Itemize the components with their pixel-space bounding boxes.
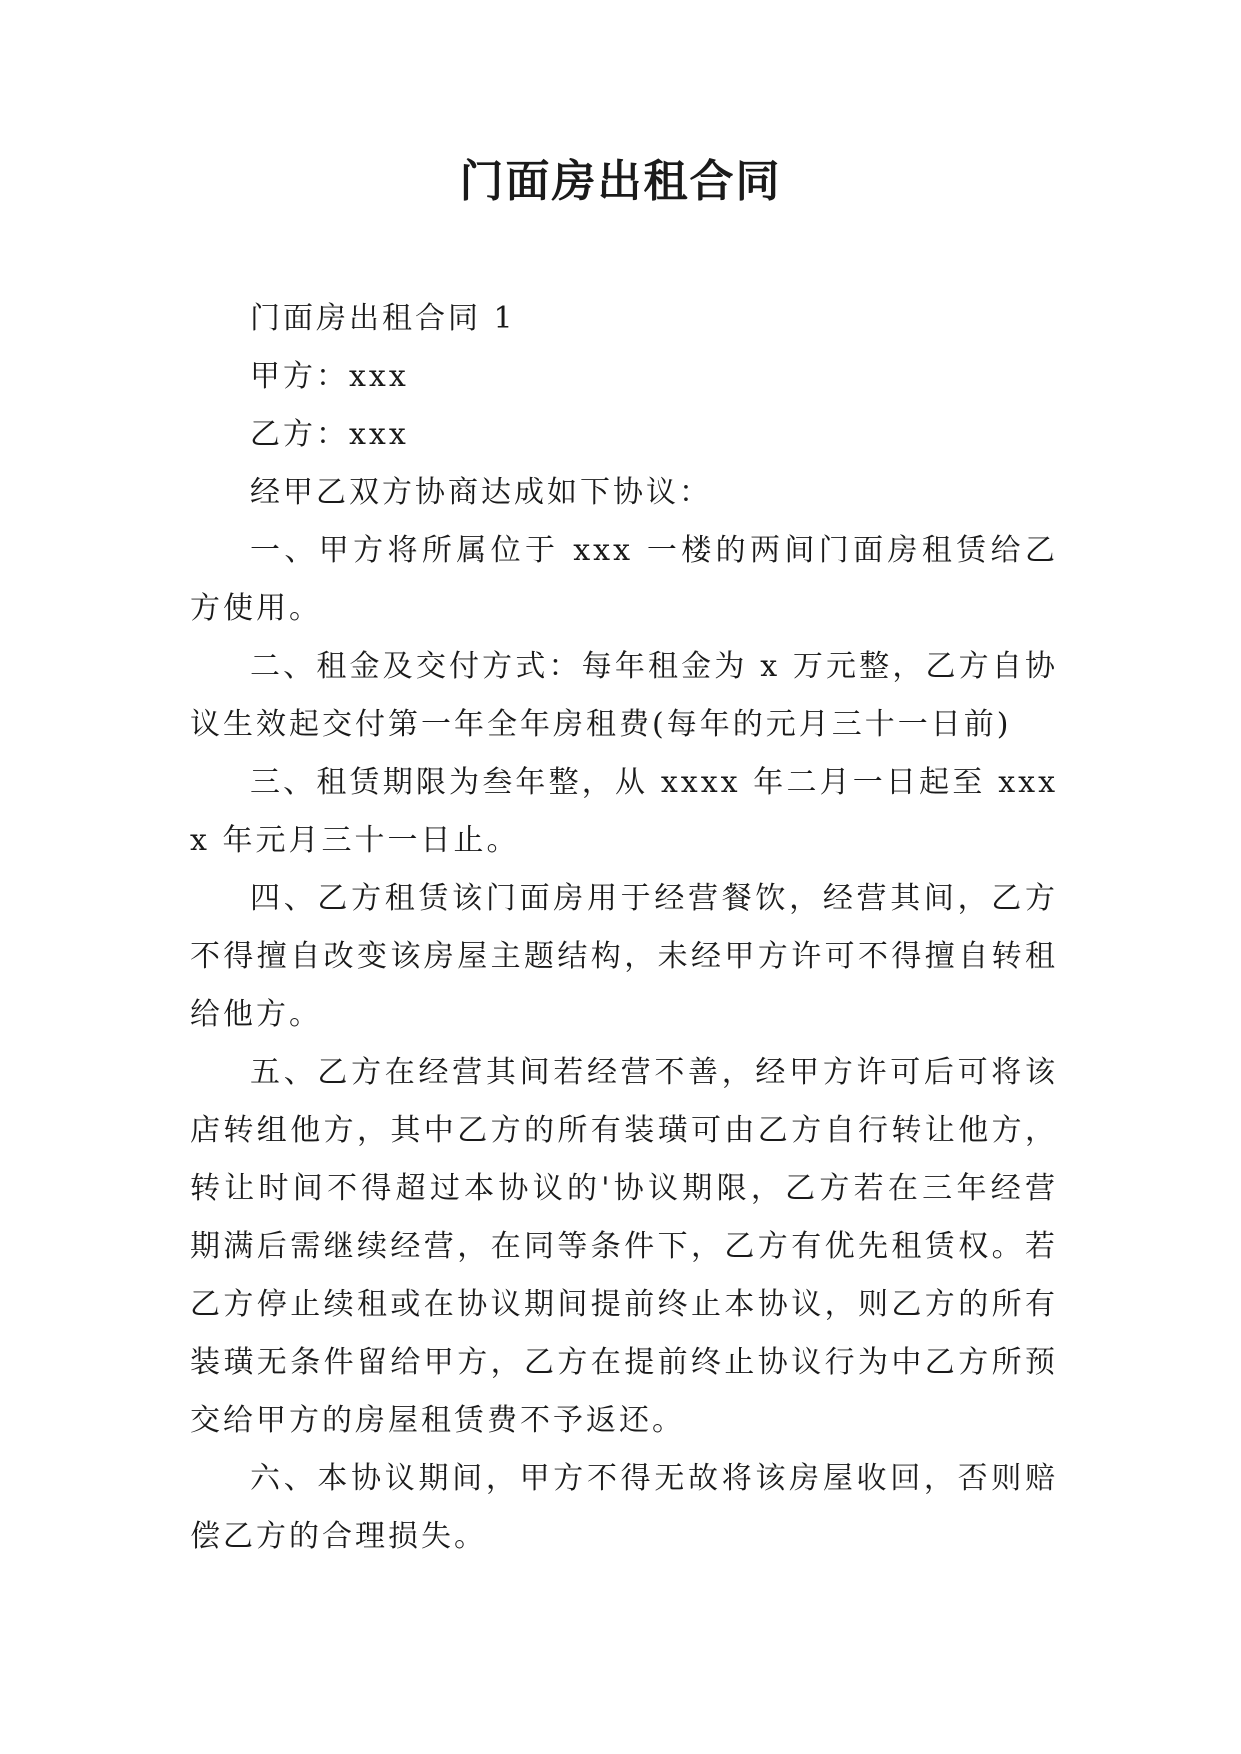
paragraph-party-a: 甲方：xxx: [250, 359, 409, 394]
paragraph-clause-2: 二、租金及交付方式：每年租金为 x 万元整，乙方自协议生效起交付第一年全年房租费(每年的元月三十一日前): [190, 649, 1058, 742]
paragraph-heading: 门面房出租合同 1: [250, 301, 516, 336]
paragraph-clause-6: 六、本协议期间，甲方不得无故将该房屋收回，否则赔偿乙方的合理损失。: [190, 1461, 1058, 1554]
paragraph-clause-1: 一、甲方将所属位于 xxx 一楼的两间门面房租赁给乙方使用。: [190, 533, 1058, 626]
paragraph-clause-3: 三、租赁期限为叁年整，从 xxxx 年二月一日起至 xxxx 年元月三十一日止。: [190, 765, 1058, 858]
paragraph-clause-4: 四、乙方租赁该门面房用于经营餐饮，经营其间，乙方不得擅自改变该房屋主题结构，未经甲方许可不得擅自转租给他方。: [190, 881, 1058, 1032]
paragraph-party-b: 乙方：xxx: [250, 417, 409, 452]
document-body: [190, 290, 1058, 1566]
paragraph-clause-5: 五、乙方在经营其间若经营不善，经甲方许可后可将该店转组他方，其中乙方的所有装璜可由乙方自行转让他方，转让时间不得超过本协议的'协议期限，乙方若在三年经营期满后需继续经营，在同等条件下，乙方有优先租赁权。若乙方停止续租或在协议期间提前终止本协议，则乙方的所有装璜无条件留给甲方，乙方在提前终止协议行为中乙方所预交给甲方的房屋租赁费不予返还。: [190, 1055, 1058, 1438]
document-title: 门面房出租合同: [459, 156, 782, 207]
paragraph-agreement-intro: 经甲乙双方协商达成如下协议：: [250, 475, 712, 510]
